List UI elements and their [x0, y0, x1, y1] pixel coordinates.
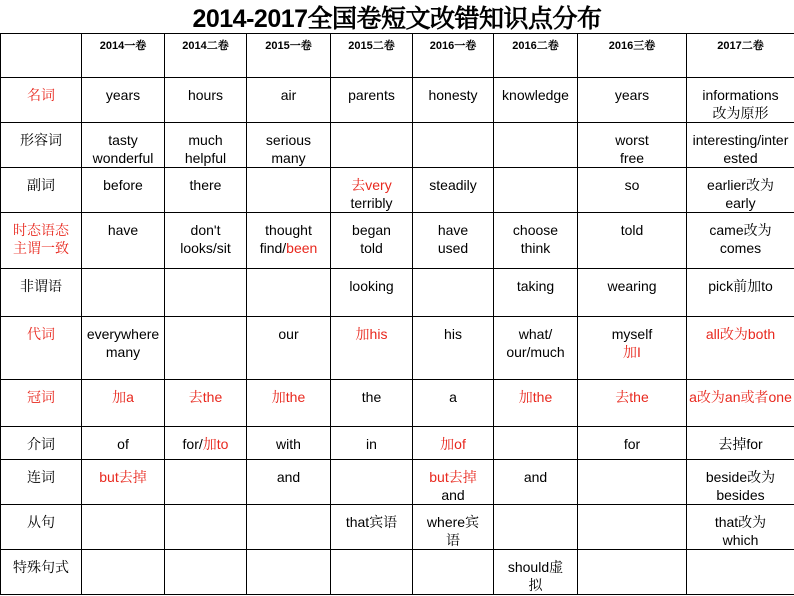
table-cell [413, 317, 494, 380]
cell-text: 加his [355, 326, 388, 342]
category-cell: 形容词 [1, 123, 82, 168]
table-cell [331, 317, 413, 380]
cell-text: and [441, 487, 465, 503]
table-cell [578, 168, 687, 213]
cell-text: everywhere many [86, 326, 160, 360]
cell-text: wearing [607, 278, 657, 294]
table-cell [165, 380, 247, 427]
table-row [1, 78, 794, 123]
cell-text: began told [352, 222, 391, 256]
cell-text: 加I [623, 344, 641, 360]
table-cell [494, 505, 578, 550]
category-cell: 时态语态 主谓一致 [1, 213, 82, 269]
table-cell [82, 168, 165, 213]
table-cell [578, 78, 687, 123]
table-cell [494, 213, 578, 269]
table-cell [247, 213, 331, 269]
table-cell [578, 213, 687, 269]
cell-text: parents [348, 87, 395, 103]
table-cell [413, 505, 494, 550]
cell-text: with [276, 436, 301, 452]
cell-text: came改为 comes [709, 222, 772, 256]
table-cell [578, 317, 687, 380]
table-cell [413, 427, 494, 460]
header-cell: 2016二卷 [494, 34, 578, 78]
cell-text: 加the [271, 389, 306, 405]
table-cell [165, 168, 247, 213]
table-cell [82, 317, 165, 380]
table-cell [165, 269, 247, 317]
table-cell [331, 550, 413, 595]
table-cell [165, 550, 247, 595]
cell-text: 去the [188, 389, 223, 405]
table-cell [687, 550, 794, 595]
cell-text: what/ our/much [506, 326, 565, 360]
cell-text: 去very [351, 177, 392, 193]
cell-text: for/ [182, 436, 203, 452]
table-cell [82, 269, 165, 317]
table-cell [247, 317, 331, 380]
cell-text: but去掉 [99, 469, 147, 485]
cell-text: all改为both [705, 326, 776, 342]
cell-text: terribly [350, 195, 393, 211]
table-cell [331, 427, 413, 460]
table-cell [247, 460, 331, 505]
table-cell [578, 380, 687, 427]
table-cell [82, 213, 165, 269]
table-cell [578, 505, 687, 550]
cell-text: knowledge [502, 87, 569, 103]
table-cell [331, 78, 413, 123]
cell-text: and [523, 469, 548, 485]
cell-text: much helpful [184, 132, 227, 166]
table-cell [413, 213, 494, 269]
cell-text: have [107, 222, 139, 238]
cell-text: his [444, 326, 462, 342]
cell-text: taking [516, 278, 555, 294]
cell-text: a [449, 389, 457, 405]
table-row [1, 505, 794, 550]
category-cell: 特殊句式 [1, 550, 82, 595]
cell-text: thought find/ [259, 222, 312, 256]
table-cell [82, 550, 165, 595]
table-row [1, 213, 794, 269]
table-row [1, 269, 794, 317]
cell-text: there [189, 177, 222, 193]
table-cell [687, 78, 794, 123]
table-cell [331, 168, 413, 213]
cell-text: our [278, 326, 299, 342]
table-cell [687, 505, 794, 550]
cell-text: so [624, 177, 640, 193]
cell-text: looking [349, 278, 394, 294]
header-corner-cell [1, 34, 82, 78]
cell-text: worst free [615, 132, 649, 166]
category-cell: 非谓语 [1, 269, 82, 317]
cell-text: steadily [429, 177, 477, 193]
table-cell [687, 317, 794, 380]
table-cell [578, 427, 687, 460]
table-cell [247, 550, 331, 595]
table-cell [247, 78, 331, 123]
table-cell [578, 123, 687, 168]
table-cell [82, 460, 165, 505]
table-cell [687, 460, 794, 505]
header-cell: 2017二卷 [687, 34, 794, 78]
table-cell [331, 460, 413, 505]
table-cell [331, 380, 413, 427]
cell-text: years [614, 87, 650, 103]
cell-text: earlier改为 early [707, 177, 774, 211]
table-cell [165, 427, 247, 460]
cell-text: and [276, 469, 301, 485]
table-cell [578, 550, 687, 595]
header-cell: 2016一卷 [413, 34, 494, 78]
table-row [1, 550, 794, 595]
table-cell [687, 123, 794, 168]
table-cell [413, 78, 494, 123]
category-cell: 连词 [1, 460, 82, 505]
table-cell [413, 168, 494, 213]
table-cell [413, 123, 494, 168]
table-cell [687, 269, 794, 317]
table-cell [165, 213, 247, 269]
header-cell: 2015二卷 [331, 34, 413, 78]
table-cell [494, 427, 578, 460]
cell-text: informations 改为原形 [702, 87, 779, 121]
table-cell [82, 123, 165, 168]
table-cell [247, 168, 331, 213]
table-cell [247, 123, 331, 168]
category-cell: 代词 [1, 317, 82, 380]
table-cell [687, 213, 794, 269]
header-cell: 2014一卷 [82, 34, 165, 78]
cell-text: for [623, 436, 641, 452]
table-header-row [1, 34, 794, 78]
cell-text: 加a [112, 389, 134, 405]
table-row [1, 460, 794, 505]
table-cell [494, 123, 578, 168]
cell-text: that改为 which [714, 514, 767, 548]
table-cell [413, 550, 494, 595]
table-row [1, 427, 794, 460]
cell-text: been [286, 240, 318, 256]
category-cell: 介词 [1, 427, 82, 460]
table-cell [413, 460, 494, 505]
table-row [1, 168, 794, 213]
table-cell [165, 317, 247, 380]
table-cell [331, 505, 413, 550]
cell-text: tasty wonderful [92, 132, 154, 166]
cell-text: years [105, 87, 141, 103]
table-cell [578, 269, 687, 317]
cell-text: air [280, 87, 297, 103]
cell-text: 加the [518, 389, 553, 405]
header-cell: 2015一卷 [247, 34, 331, 78]
cell-text: interesting/interested [692, 132, 789, 166]
cell-text: 去掉for [718, 436, 763, 452]
cell-text: that宾语 [345, 514, 398, 530]
cell-text: but去掉 [429, 469, 477, 485]
table-cell [413, 380, 494, 427]
cell-text: where宾 语 [426, 514, 480, 548]
table-cell [578, 460, 687, 505]
table-cell [247, 505, 331, 550]
table-cell [494, 168, 578, 213]
table-row [1, 380, 794, 427]
table-cell [165, 123, 247, 168]
table-cell [82, 427, 165, 460]
table-row [1, 317, 794, 380]
header-cell: 2014二卷 [165, 34, 247, 78]
table-cell [331, 123, 413, 168]
knowledge-distribution-table [0, 33, 794, 595]
table-cell [494, 460, 578, 505]
table-cell [165, 78, 247, 123]
table-cell [494, 380, 578, 427]
header-cell: 2016三卷 [578, 34, 687, 78]
cell-text: 加of [440, 436, 466, 452]
table-cell [494, 550, 578, 595]
cell-text: before [103, 177, 143, 193]
table-cell [165, 460, 247, 505]
table-cell [494, 317, 578, 380]
cell-text: myself [611, 326, 653, 342]
cell-text: of [117, 436, 129, 452]
table-cell [247, 380, 331, 427]
table-cell [687, 380, 794, 427]
cell-text: don't looks/sit [180, 222, 231, 256]
category-cell: 冠词 [1, 380, 82, 427]
table-cell [687, 427, 794, 460]
table-row [1, 123, 794, 168]
cell-text: the [361, 389, 382, 405]
cell-text: honesty [428, 87, 478, 103]
table-cell [331, 213, 413, 269]
table-cell [247, 269, 331, 317]
cell-text: in [366, 436, 377, 452]
table-cell [494, 269, 578, 317]
table-cell [494, 78, 578, 123]
table-cell [247, 427, 331, 460]
table-cell [165, 505, 247, 550]
cell-text: a改为an或者one [689, 389, 792, 405]
cell-text: 加to [202, 436, 229, 452]
page-title: 2014-2017全国卷短文改错知识点分布 [192, 5, 602, 33]
cell-text: pick前加to [708, 278, 773, 294]
table-cell [413, 269, 494, 317]
cell-text: beside改为 besides [705, 469, 776, 503]
cell-text: have used [437, 222, 469, 256]
table-cell [82, 505, 165, 550]
table-cell [687, 168, 794, 213]
category-cell: 副词 [1, 168, 82, 213]
cell-text: told [620, 222, 644, 238]
cell-text: choose think [512, 222, 559, 256]
cell-text: serious many [265, 132, 312, 166]
cell-text: should虚 拟 [507, 559, 564, 593]
category-cell: 名词 [1, 78, 82, 123]
table-cell [331, 269, 413, 317]
table-cell [82, 78, 165, 123]
category-cell: 从句 [1, 505, 82, 550]
cell-text: 去the [615, 389, 649, 405]
cell-text: hours [187, 87, 224, 103]
table-cell [82, 380, 165, 427]
